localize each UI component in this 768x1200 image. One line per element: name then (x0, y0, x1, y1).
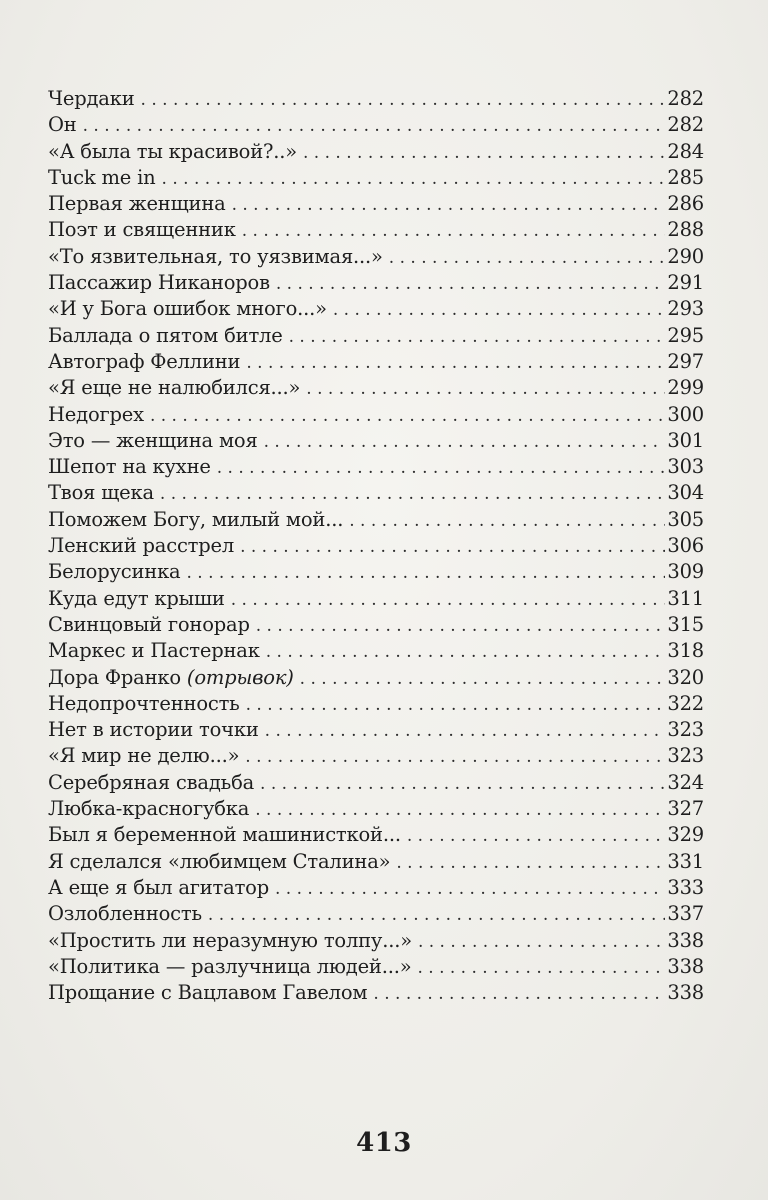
toc-entry-page: 329 (667, 823, 704, 847)
toc-entry-title-text: Это — женщина моя (48, 428, 258, 452)
toc-entry-title (48, 980, 373, 1006)
toc-entry-title (48, 559, 186, 585)
dot-leader (389, 245, 666, 270)
toc-entry-title-text: Белорусинка (48, 560, 181, 584)
toc-entry-title-text: Поэт и священник (48, 218, 236, 242)
toc-entry-page: 318 (667, 639, 704, 663)
toc-entry-title (48, 349, 246, 375)
toc-entry-page: 286 (667, 192, 704, 216)
toc-entry-title (48, 139, 303, 165)
toc-entry-page: 311 (667, 586, 704, 610)
toc-entry-title (48, 86, 141, 112)
toc-entry-title (48, 954, 417, 980)
dot-leader (266, 639, 666, 664)
toc-entry-title-text: «Простить ли неразумную толпу...» (48, 928, 412, 952)
toc-entry-page: 338 (667, 954, 704, 978)
toc-entry-title-text: Недопрочтенность (48, 691, 240, 715)
toc-entry-page: 291 (667, 271, 704, 295)
toc-entry-page: 331 (667, 849, 704, 873)
toc-entry (48, 165, 704, 191)
toc-entry (48, 901, 704, 927)
toc-entry-title-text: Куда едут крыши (48, 586, 225, 610)
dot-leader (289, 324, 666, 349)
toc-entry-page: 303 (667, 455, 704, 479)
toc-entry-title (48, 296, 333, 322)
dot-leader (306, 376, 665, 401)
dot-leader (260, 771, 665, 796)
toc-entry-title (48, 454, 217, 480)
dot-leader (264, 429, 666, 454)
dot-leader (208, 902, 665, 927)
toc-entry-title-text: «Политика — разлучница людей...» (48, 954, 412, 978)
dot-leader (256, 613, 666, 638)
toc-entry-title (48, 612, 256, 638)
toc-entry-title-text: Серебряная свадьба (48, 770, 255, 794)
toc-entry-title-text: Ленский расстрел (48, 534, 235, 558)
toc-entry-title (48, 480, 160, 506)
toc-entry-title-text: Автограф Феллини (48, 349, 241, 373)
toc-entry (48, 191, 704, 217)
toc-entry (48, 954, 704, 980)
toc-entry-title (48, 638, 266, 664)
toc-entry-page: 338 (667, 981, 704, 1005)
toc-entry-title (48, 402, 150, 428)
toc-entry-title (48, 875, 275, 901)
toc-entry (48, 796, 704, 822)
toc-entry-page: 288 (667, 218, 704, 242)
toc-entry (48, 296, 704, 322)
toc-entry-title-text: Недогрех (48, 402, 144, 426)
dot-leader (245, 744, 665, 769)
dot-leader (300, 666, 666, 691)
toc-entry (48, 559, 704, 585)
toc-entry (48, 375, 704, 401)
toc-entry-title (48, 165, 162, 191)
toc-entry-title (48, 375, 306, 401)
toc-entry-title-text: А еще я был агитатор (48, 875, 269, 899)
dot-leader (333, 297, 666, 322)
toc-entry (48, 454, 704, 480)
dot-leader (150, 403, 665, 428)
toc-entry (48, 586, 704, 612)
toc-entry (48, 638, 704, 664)
toc-entry-title-text: Чердаки (48, 87, 135, 110)
toc-entry-page: 323 (667, 718, 704, 742)
toc-entry (48, 323, 704, 349)
toc-entry-page: 322 (667, 691, 704, 715)
toc-entry-page: 285 (667, 165, 704, 189)
toc-entry (48, 349, 704, 375)
toc-entry (48, 402, 704, 428)
toc-entry-page: 290 (667, 244, 704, 268)
toc-entry-title-text: Он (48, 113, 77, 137)
toc-entry-title (48, 743, 245, 769)
toc-entry-page: 300 (667, 402, 704, 426)
dot-leader (418, 929, 665, 954)
toc-entry-page: 327 (667, 797, 704, 821)
toc-entry-page: 309 (667, 560, 704, 584)
toc-entry (48, 86, 704, 112)
toc-entry-title (48, 849, 396, 875)
toc-entry-title (48, 822, 407, 848)
dot-leader (240, 534, 665, 559)
dot-leader (83, 113, 666, 138)
toc-entry-page: 324 (667, 770, 704, 794)
toc-entry-page: 337 (667, 902, 704, 926)
toc-entry (48, 717, 704, 743)
toc-entry (48, 770, 704, 796)
page-number: 413 (356, 1128, 412, 1158)
toc-entry-title (48, 796, 255, 822)
dot-leader (162, 166, 666, 191)
toc-entry-title (48, 691, 246, 717)
toc-entry-title-text: Свинцовый гонорар (48, 612, 250, 636)
toc-entry-page: 284 (667, 139, 704, 163)
dot-leader (232, 192, 666, 217)
dot-leader (246, 692, 666, 717)
toc-entry-page: 304 (667, 481, 704, 505)
toc-entry-page: 282 (667, 87, 704, 110)
toc-entry-title-text: Я сделался «любимцем Сталина» (48, 849, 391, 873)
toc-entry (48, 217, 704, 243)
toc-entry (48, 139, 704, 165)
toc-entry (48, 112, 704, 138)
toc-entry (48, 822, 704, 848)
toc-entry-page: 293 (667, 297, 704, 321)
toc-entry-title-text: Прощание с Вацлавом Гавелом (48, 981, 368, 1005)
toc-entry (48, 665, 704, 691)
toc-entry-title (48, 507, 349, 533)
toc-entry-page: 295 (667, 323, 704, 347)
toc-entry-title (48, 270, 276, 296)
toc-entry (48, 928, 704, 954)
toc-entry-note: (отрывок) (186, 665, 294, 689)
toc-entry-title (48, 770, 260, 796)
dot-leader (242, 218, 666, 243)
toc-entry-title-text: Tuck me in (48, 165, 156, 189)
toc-entry-title (48, 191, 232, 217)
toc-entry-page: 306 (667, 534, 704, 558)
toc-entry-title (48, 533, 240, 559)
dot-leader (407, 823, 666, 848)
toc-entry-title-text: Шепот на кухне (48, 455, 211, 479)
toc-entry (48, 428, 704, 454)
toc-entry-page: 299 (667, 376, 704, 400)
toc-entry-page: 320 (667, 665, 704, 689)
dot-leader (231, 587, 666, 612)
toc-entry-page: 297 (667, 349, 704, 373)
toc-entry-title-text: Любка-красногубка (48, 797, 250, 821)
toc-entry-title (48, 323, 289, 349)
dot-leader (217, 455, 666, 480)
toc-entry-title (48, 217, 242, 243)
dot-leader (275, 876, 665, 901)
dot-leader (349, 508, 665, 533)
dot-leader (160, 481, 665, 506)
toc-entry-title-text: Первая женщина (48, 192, 226, 216)
toc-entry-page: 338 (667, 928, 704, 952)
dot-leader (303, 140, 665, 165)
dot-leader (373, 981, 665, 1006)
dot-leader (246, 350, 665, 375)
toc-entry-title-text: Был я беременной машинисткой... (48, 823, 401, 847)
dot-leader (276, 271, 666, 296)
toc-entry-title (48, 665, 300, 691)
toc-entry (48, 480, 704, 506)
toc-entry-title (48, 244, 389, 270)
dot-leader (141, 87, 666, 112)
toc-entry-title-text: «Я мир не делю...» (48, 744, 240, 768)
toc-entry (48, 507, 704, 533)
toc-entry-title-text: Дора Франко (48, 665, 181, 689)
dot-leader (265, 718, 666, 743)
toc-entry-title-text: Нет в истории точки (48, 718, 259, 742)
toc-entry-title-text: Маркес и Пастернак (48, 639, 260, 663)
toc-entry-page: 323 (667, 744, 704, 768)
toc-entry-page: 301 (667, 428, 704, 452)
toc-entry-page: 305 (667, 507, 704, 531)
toc-entry-title-text: Твоя щека (48, 481, 154, 505)
toc-entry (48, 849, 704, 875)
toc-entry (48, 743, 704, 769)
toc-entry-title-text: Поможем Богу, милый мой... (48, 507, 344, 531)
table-of-contents (48, 86, 704, 1006)
toc-entry (48, 270, 704, 296)
toc-entry-title-text: Баллада о пятом битле (48, 323, 283, 347)
toc-entry-title (48, 428, 264, 454)
dot-leader (186, 560, 665, 585)
toc-entry-title (48, 717, 265, 743)
toc-entry-title-text: Пассажир Никаноров (48, 271, 270, 295)
toc-entry-title-text: «То язвительная, то уязвимая...» (48, 244, 383, 268)
toc-entry-page: 315 (667, 612, 704, 636)
toc-entry (48, 533, 704, 559)
toc-entry-title (48, 928, 418, 954)
toc-entry (48, 612, 704, 638)
dot-leader (255, 797, 665, 822)
toc-entry-page: 282 (667, 113, 704, 137)
toc-entry-title-text: «Я еще не налюбился...» (48, 376, 301, 400)
toc-entry-title-text: «А была ты красивой?..» (48, 139, 297, 163)
toc-entry (48, 244, 704, 270)
toc-entry-title-text: Озлобленность (48, 902, 202, 926)
toc-entry-title-text: «И у Бога ошибок много...» (48, 297, 327, 321)
toc-entry (48, 691, 704, 717)
dot-leader (417, 955, 665, 980)
toc-entry-title (48, 586, 231, 612)
toc-entry (48, 875, 704, 901)
toc-entry-title (48, 112, 83, 138)
dot-leader (396, 850, 665, 875)
toc-entry-page: 333 (667, 875, 704, 899)
toc-entry-title (48, 901, 208, 927)
toc-entry (48, 980, 704, 1006)
